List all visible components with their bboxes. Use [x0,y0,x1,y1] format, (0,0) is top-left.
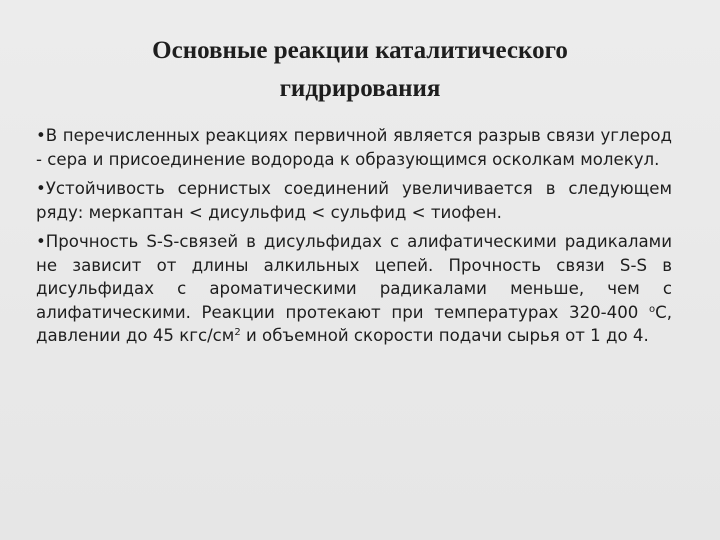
slide-title-line-1: Основные реакции каталитического [152,37,568,64]
paragraph-1-text: В перечисленных реакциях первичной является разрыв связи углерод - сера и присоединение водорода к образующимся осколкам молекул. [36,126,672,169]
degree-superscript: о [649,303,656,315]
paragraph-3-text-a: Прочность S-S-связей в дисульфидах с алифатическими радикалами не зависит от длины алкильных цепей. Прочность связи S-S в дисульфидах с ароматическими радикалами меньше, чем с алифатическими. Реакции протекают при температурах 320-400 [36,232,672,322]
bullet-marker: • [36,179,46,198]
paragraph-3-text-c: и объемной скорости подачи сырья от 1 до 4. [240,326,649,345]
bullet-paragraph-3 [36,230,672,348]
bullet-marker: • [36,232,46,251]
bullet-marker: • [36,126,46,145]
square-superscript: 2 [234,327,241,338]
paragraph-2-text: Устойчивость сернистых соединений увеличивается в следующем ряду: меркаптан < дисульфид < сульфид < тиофен. [36,179,672,222]
bullet-paragraph-2 [36,177,672,224]
paragraph-3-text-b: С, давлении до 45 кгс/см [36,302,672,345]
slide-title-line-2: гидрирования [279,75,441,102]
bullet-paragraph-1 [36,124,672,171]
slide-body [36,124,672,354]
slide-title [60,32,660,108]
